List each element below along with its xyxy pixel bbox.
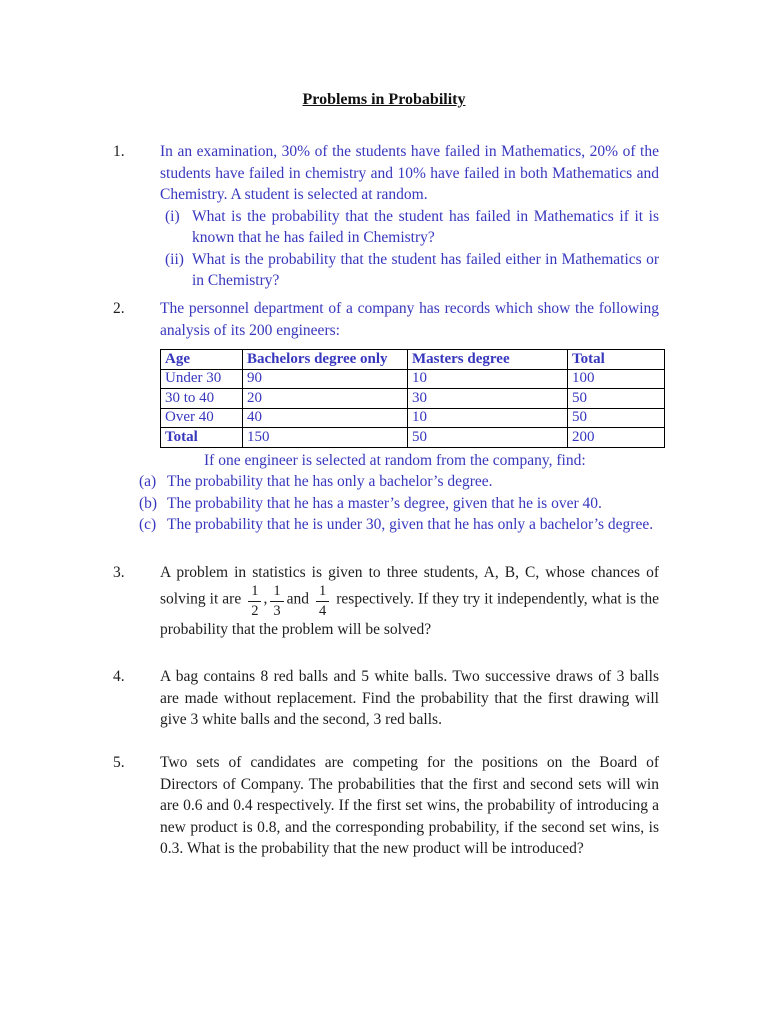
problem-4-number: 4. bbox=[113, 668, 125, 685]
fraction-one-third: $\frac{1}{3}$ bbox=[270, 584, 283, 619]
problem-1-sublist bbox=[165, 206, 659, 292]
engineers-table bbox=[160, 349, 665, 448]
table-cell: 50 bbox=[568, 389, 665, 409]
problem-5 bbox=[113, 752, 659, 860]
table-row bbox=[161, 369, 665, 389]
list-item bbox=[165, 206, 659, 249]
table-cell: 90 bbox=[243, 369, 408, 389]
problem-1 bbox=[113, 141, 659, 292]
table-cell: 40 bbox=[243, 408, 408, 428]
problem-3-text-before: A problem in statistics is given to three students, A, B, C, whose chances of solving it are bbox=[160, 564, 659, 607]
table-cell: Total bbox=[161, 428, 243, 448]
list-item bbox=[139, 471, 659, 493]
sub-item-marker: (b) bbox=[139, 494, 158, 512]
problem-3-text bbox=[160, 562, 659, 640]
problem-2-sublist bbox=[139, 471, 659, 536]
table-cell: 50 bbox=[568, 408, 665, 428]
comma: , bbox=[263, 590, 268, 607]
table-cell: 100 bbox=[568, 369, 665, 389]
sub-item-text: The probability that he is under 30, given that he has only a bachelor’s degree. bbox=[167, 516, 654, 533]
list-item bbox=[165, 249, 659, 292]
problem-3-text-after: respectively. If they try it independently, what is the probability that the problem will be solved? bbox=[160, 590, 660, 638]
sub-item-marker: (i) bbox=[165, 207, 180, 225]
problem-1-text: In an examination, 30% of the students have failed in Mathematics, 20% of the students have failed in chemistry and 10% have failed in both Mathematics and Chemistry. A student is selected at random. bbox=[160, 143, 659, 203]
problem-2-text: The personnel department of a company has records which show the following analysis of its 200 engineers: bbox=[160, 300, 659, 339]
table-header-cell: Total bbox=[568, 350, 665, 370]
table-cell: Over 40 bbox=[161, 408, 243, 428]
problem-2-note: If one engineer is selected at random from the company, find: bbox=[204, 451, 586, 469]
problem-5-number: 5. bbox=[113, 754, 125, 771]
table-cell: 10 bbox=[408, 369, 568, 389]
fraction-one-half: $\frac{1}{2}$ bbox=[248, 584, 261, 619]
table-total-row bbox=[161, 428, 665, 448]
problem-2 bbox=[113, 298, 659, 536]
and-word: and bbox=[286, 590, 309, 607]
problem-5-text: Two sets of candidates are competing for the positions on the Board of Directors of Company. The probabilities that the first and second sets will win are 0.6 and 0.4 respectively. If the first set wins, the probability of introducing a new product is 0.8, and the corresponding probability, if the second set wins, is 0.3. What is the probability that the new product will be introduced? bbox=[160, 754, 659, 857]
table-header-cell: Masters degree bbox=[408, 350, 568, 370]
list-item bbox=[139, 493, 659, 515]
problem-1-number: 1. bbox=[113, 143, 125, 160]
sub-item-marker: (a) bbox=[139, 473, 157, 490]
table-cell: 150 bbox=[243, 428, 408, 448]
list-item bbox=[139, 514, 659, 536]
sub-item-text: The probability that he has only a bachelor’s degree. bbox=[167, 473, 493, 490]
page-title: Problems in Probability bbox=[302, 91, 466, 108]
table-cell: 30 bbox=[408, 389, 568, 409]
problem-4-text: A bag contains 8 red balls and 5 white balls. Two successive draws of 3 balls are made without replacement. Find the probability that the first drawing will give 3 white balls and the second, 3 red balls. bbox=[160, 668, 659, 728]
table-cell: 10 bbox=[408, 408, 568, 428]
table-row bbox=[161, 389, 665, 409]
sub-item-marker: (c) bbox=[139, 516, 157, 533]
problem-3 bbox=[113, 562, 659, 640]
table-row bbox=[161, 408, 665, 428]
problem-4 bbox=[113, 666, 659, 731]
fraction-one-fourth: $\frac{1}{4}$ bbox=[316, 584, 329, 619]
table-header-row bbox=[161, 350, 665, 370]
sub-item-text: What is the probability that the student has failed in Mathematics if it is known that he has failed in Chemistry? bbox=[192, 207, 659, 246]
table-cell: 50 bbox=[408, 428, 568, 448]
sub-item-text: What is the probability that the student has failed either in Mathematics or in Chemistry? bbox=[192, 250, 659, 289]
table-cell: 200 bbox=[568, 428, 665, 448]
table-cell: 20 bbox=[243, 389, 408, 409]
table-cell: 30 to 40 bbox=[161, 389, 243, 409]
table-cell: Under 30 bbox=[161, 369, 243, 389]
table-header-cell: Age bbox=[161, 350, 243, 370]
table-header-cell: Bachelors degree only bbox=[243, 350, 408, 370]
sub-item-text: The probability that he has a master’s degree, given that he is over 40. bbox=[167, 494, 602, 512]
problem-2-number: 2. bbox=[113, 300, 125, 317]
problem-3-number: 3. bbox=[113, 564, 125, 581]
sub-item-marker: (ii) bbox=[165, 250, 184, 268]
